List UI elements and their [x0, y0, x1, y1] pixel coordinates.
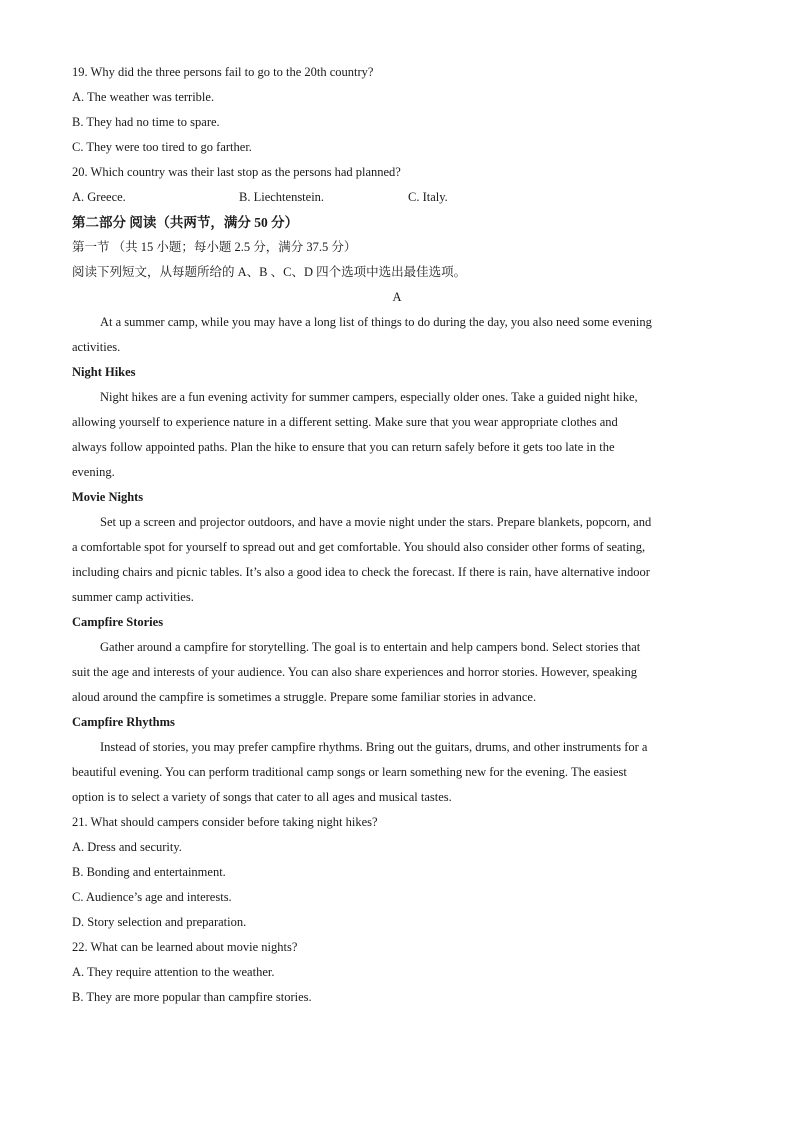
q20-option-a: A. Greece.: [72, 190, 126, 204]
night-hikes-line-1: Night hikes are a fun evening activity for summer campers, especially older ones. Take a guided night hike,: [100, 390, 638, 404]
q20-option-b: B. Liechtenstein.: [239, 190, 325, 204]
section1-title: 第一节 （共 15 小题；每小题 2.5 分，满分 37.5 分）: [72, 240, 357, 254]
campfire-rhythms-line-1: Instead of stories, you may prefer campfire rhythms. Bring out the guitars, drums, and other instruments for a: [100, 740, 648, 754]
campfire-stories-line-2: suit the age and interests of your audience. You can also share experiences and horror stories. However, speaking: [72, 665, 637, 679]
exam-page: [72, 60, 722, 1010]
movie-nights-line-1: Set up a screen and projector outdoors, and have a movie night under the stars. Prepare blankets, popcorn, and: [100, 515, 652, 529]
passage-intro-line-1: At a summer camp, while you may have a long list of things to do during the day, you also need some evening: [100, 315, 652, 329]
campfire-rhythms-line-3: option is to select a variety of songs that cater to all ages and musical tastes.: [72, 790, 452, 804]
section-title-night-hikes: Night Hikes: [72, 365, 136, 379]
section-title-campfire-rhythms: Campfire Rhythms: [72, 715, 175, 729]
q19-option-c: C. They were too tired to go farther.: [72, 140, 252, 154]
q22-option-a: A. They require attention to the weather.: [72, 965, 275, 979]
q21-option-a: A. Dress and security.: [72, 840, 182, 854]
section-title-movie-nights: Movie Nights: [72, 490, 144, 504]
q20-options: [72, 185, 722, 210]
passage-intro-line-2: activities.: [72, 340, 121, 354]
q20-question: 20. Which country was their last stop as the persons had planned?: [72, 165, 401, 179]
movie-nights-line-2: a comfortable spot for yourself to spread out and get comfortable. You should also consider other forms of seating,: [72, 540, 646, 554]
q19-option-b: B. They had no time to spare.: [72, 115, 220, 129]
night-hikes-line-3: always follow appointed paths. Plan the hike to ensure that you can return safely before it gets too late in the: [72, 440, 615, 454]
q22-option-b: B. They are more popular than campfire stories.: [72, 990, 312, 1004]
q21-option-d: D. Story selection and preparation.: [72, 915, 247, 929]
campfire-stories-line-1: Gather around a campfire for storytelling. The goal is to entertain and help campers bond. Select stories that: [100, 640, 641, 654]
q19-question: 19. Why did the three persons fail to go to the 20th country?: [72, 65, 374, 79]
movie-nights-line-3: including chairs and picnic tables. It’s also a good idea to check the forecast. If there is rain, have alternative indoor: [72, 565, 650, 579]
q21-option-c: C. Audience’s age and interests.: [72, 890, 232, 904]
passage-label: A: [392, 290, 402, 304]
night-hikes-line-4: evening.: [72, 465, 115, 479]
night-hikes-line-2: allowing yourself to experience nature in a different setting. Make sure that you wear appropriate clothes and: [72, 415, 618, 429]
section-title-campfire-stories: Campfire Stories: [72, 615, 164, 629]
q22-question: 22. What can be learned about movie nights?: [72, 940, 298, 954]
campfire-stories-line-3: aloud around the campfire is sometimes a struggle. Prepare some familiar stories in advance.: [72, 690, 537, 704]
campfire-rhythms-line-2: beautiful evening. You can perform traditional camp songs or learn something new for the evening. The easiest: [72, 765, 627, 779]
q21-question: 21. What should campers consider before taking night hikes?: [72, 815, 378, 829]
reading-instruction: 阅读下列短文，从每题所给的 A、B 、C、D 四个选项中选出最佳选项。: [72, 265, 467, 279]
movie-nights-line-4: summer camp activities.: [72, 590, 194, 604]
q20-option-c: C. Italy.: [408, 190, 448, 204]
q19-option-a: A. The weather was terrible.: [72, 90, 215, 104]
q21-option-b: B. Bonding and entertainment.: [72, 865, 226, 879]
part2-title: 第二部分 阅读（共两节，满分 50 分）: [72, 215, 299, 230]
